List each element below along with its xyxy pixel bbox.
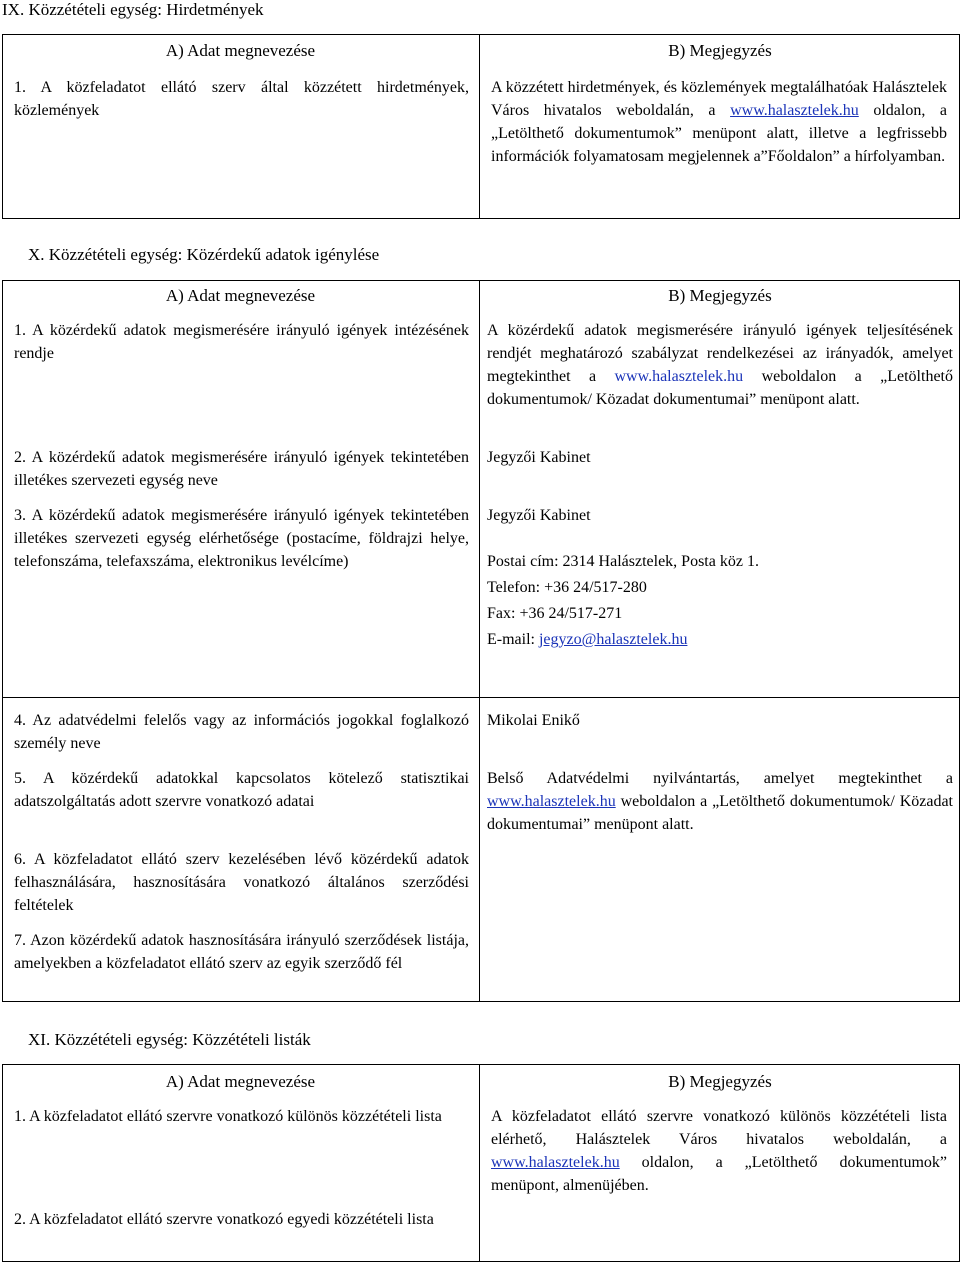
xi-row1-note — [491, 1105, 947, 1197]
x-row1-note-text1: A közérdekű adatok megismerésére irányuló igények teljesítésének rendjét meghatározó szabályzat rendelkezései az irányadók, amelyet megtekinthet a — [487, 322, 953, 385]
x-row5-note-text1: Belső Adatvédelmi nyilvántartás, amelyet megtekinthet a — [487, 770, 953, 787]
x-row2-name: 2. A közérdekű adatok megismerésére irányuló igények tekintetében illetékes szervezeti egység neve — [14, 449, 469, 489]
xi-row1-note-text2: oldalon, a „Letölthető dokumentumok” menüpont, almenüjében. — [491, 1154, 947, 1194]
x-row4-name: 4. Az adatvédelmi felelős vagy az információs jogokkal foglalkozó személy neve — [14, 712, 469, 752]
x-row3-email — [487, 628, 953, 651]
email-link[interactable]: jegyzo@halasztelek.hu — [538, 631, 688, 648]
column-header-b: B) Megjegyzés — [668, 286, 772, 305]
halasztelek-link[interactable]: www.halasztelek.hu — [614, 368, 744, 385]
ix-row1-note-text1: A közzétett hirdetmények, és közlemények megtalálhatóak Halásztelek Város hivatalos weboldalán, a — [491, 79, 947, 119]
halasztelek-link[interactable]: www.halasztelek.hu — [491, 1154, 620, 1171]
x-row2-note: Jegyzői Kabinet — [487, 449, 591, 466]
ix-row1-note-text2: oldalon, a „Letölthető dokumentumok” menüpont alatt, illetve a legfrissebb információk folyamatosam megjelennek a”Főoldalon” a hírfolyamban. — [491, 102, 947, 165]
x-row6-name: 6. A közfeladatot ellátó szerv kezelésében lévő közérdekű adatok felhasználására, hasznosítására vonatkozó általános szerződési feltételek — [14, 851, 469, 914]
x-row3-postal: Postai cím: 2314 Halásztelek, Posta köz 1. — [487, 553, 759, 570]
column-divider — [479, 280, 480, 1002]
section-ix-title: IX. Közzétételi egység: Hirdetmények — [2, 0, 264, 19]
x-row3-fax: Fax: +36 24/517-271 — [487, 605, 623, 622]
x-row7-name: 7. Azon közérdekű adatok hasznosítására irányuló szerződések listája, amelyekben a közfeladatot ellátó szerv az egyik szerződő fél — [14, 932, 469, 972]
ix-row1-name: 1. A közfeladatot ellátó szerv által közzétett hirdetmények, közlemények — [14, 79, 469, 119]
x-row1-note — [487, 319, 953, 411]
column-header-b: B) Megjegyzés — [668, 1072, 772, 1091]
column-header-a: A) Adat megnevezése — [165, 1072, 316, 1091]
x-row3-note-name: Jegyzői Kabinet — [487, 507, 591, 524]
halasztelek-link[interactable]: www.halasztelek.hu — [730, 102, 859, 119]
x-row3-phone: Telefon: +36 24/517-280 — [487, 579, 647, 596]
xi-row2-name: 2. A közfeladatot ellátó szervre vonatkozó egyedi közzétételi lista — [14, 1211, 434, 1228]
x-row3-name: 3. A közérdekű adatok megismerésére irányuló igények tekintetében illetékes szervezeti egység elérhetősége (postacíme, földrajzi helye, telefonszáma, telefaxszáma, elektronikus levélcíme) — [14, 507, 469, 570]
column-header-b: B) Megjegyzés — [668, 41, 772, 60]
x-row5-note-text2: weboldalon a „Letölthető dokumentumok/ Közadat dokumentumai” menüpont alatt. — [487, 793, 953, 833]
x-row1-note-text2: weboldalon a „Letölthető dokumentumok/ Közadat dokumentumai” menüpont alatt. — [487, 368, 953, 408]
section-x-title: X. Közzétételi egység: Közérdekű adatok igénylése — [28, 245, 380, 264]
xi-row1-note-text1: A közfeladatot ellátó szervre vonatkozó különös közzétételi lista elérhető, Halásztelek Város hivatalos weboldalán, a — [491, 1108, 947, 1148]
column-divider — [479, 1064, 480, 1262]
email-label: E-mail: — [487, 631, 539, 648]
column-header-a: A) Adat megnevezése — [165, 286, 316, 305]
section-xi-title: XI. Közzétételi egység: Közzétételi listák — [28, 1030, 311, 1049]
column-header-a: A) Adat megnevezése — [165, 41, 316, 60]
row-divider — [2, 697, 960, 698]
x-row4-note: Mikolai Enikő — [487, 712, 580, 729]
ix-row1-note — [491, 76, 947, 168]
x-row1-name: 1. A közérdekű adatok megismerésére irányuló igények intézésének rendje — [14, 322, 469, 362]
halasztelek-link[interactable]: www.halasztelek.hu — [487, 793, 616, 810]
xi-row1-name: 1. A közfeladatot ellátó szervre vonatkozó különös közzétételi lista — [14, 1108, 442, 1125]
x-row5-note — [487, 767, 953, 836]
x-row5-name: 5. A közérdekű adatokkal kapcsolatos kötelező statisztikai adatszolgáltatás adott szervre vonatkozó adatai — [14, 770, 469, 810]
